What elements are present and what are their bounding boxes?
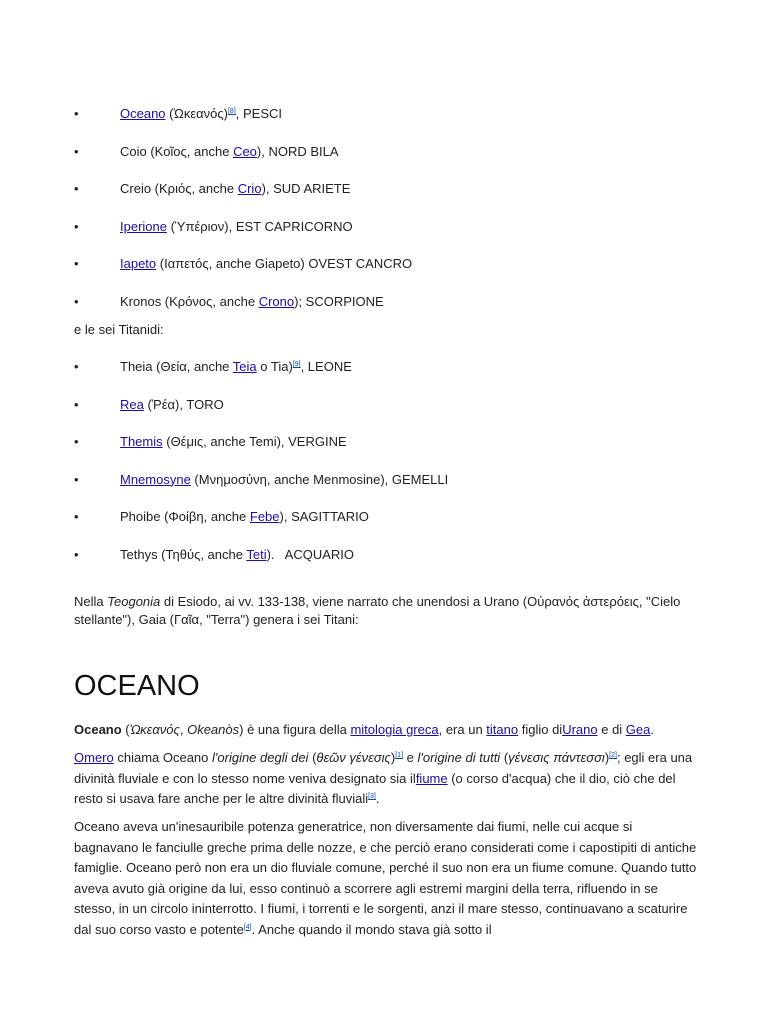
bullet: • (74, 143, 79, 159)
list-item-text: (Ὠκεανός) (165, 106, 228, 121)
list-item-text: ). ACQUARIO (266, 546, 354, 562)
paragraph-3 (74, 817, 698, 940)
text: , (179, 722, 188, 737)
link-febe[interactable]: Febe (249, 509, 280, 524)
ref-link[interactable]: [2] (609, 752, 617, 759)
link-oceano[interactable]: Oceano (120, 106, 166, 121)
list-item-text: Coio (Κοῖος, anche (120, 143, 234, 159)
ref-link[interactable]: [4] (243, 923, 252, 931)
text: e (403, 750, 418, 765)
text: ( (308, 750, 317, 765)
bullet: • (74, 509, 79, 524)
link-titano[interactable]: titano (486, 722, 519, 737)
list-item-text: , LEONE (300, 359, 352, 374)
text: (o corso d'acqua) che il dio, ciò che del resto si usava fare anche per le altre divinità fluviali (74, 770, 676, 806)
link-fiume[interactable]: fiume (415, 770, 448, 786)
link-omero[interactable]: Omero (74, 750, 114, 765)
text: di Esiodo, ai vv. 133-138, viene narrato che unendosi a Urano (Οὐρανός ἀστερόεις, "Cielo stellante"), Gaia (Γαῖα, "Terra") genera i sei Titani: (74, 594, 681, 627)
paragraph-2 (74, 748, 698, 810)
list-item-text: ), SUD ARIETE (261, 181, 351, 196)
ref-link[interactable]: [8] (227, 108, 236, 115)
text: Nella (74, 594, 108, 609)
link-crono[interactable]: Crono (258, 293, 295, 309)
ref-link[interactable]: [9] (292, 361, 301, 368)
link-themis[interactable]: Themis (120, 434, 163, 449)
text: ) (604, 750, 610, 765)
list-item-text: (Θέμις, anche Temi), VERGINE (162, 434, 347, 449)
bullet: • (74, 471, 79, 487)
link-mnemosyne[interactable]: Mnemosyne (120, 471, 191, 487)
bullet: • (74, 106, 79, 121)
ref-link[interactable]: [3] (368, 793, 376, 800)
link-iapeto[interactable]: Iapeto (120, 256, 157, 271)
text: ; egli era una divinità fluviale e con lo stesso nome veniva designato sia il (74, 750, 693, 786)
text: . Anche quando il mondo stava già sotto il (251, 921, 492, 937)
list-item-text: Tethys (Τηθύς, anche (120, 546, 247, 562)
bullet: • (74, 256, 79, 271)
text: . (375, 791, 380, 806)
bullet: • (74, 434, 79, 449)
list-item-text: (Μνημοσύνη, anche Menmosine), GEMELLI (190, 471, 449, 487)
text: ) è una figura della (239, 722, 351, 737)
text: , era un (438, 722, 487, 737)
text: ( (121, 722, 130, 737)
ref-link[interactable]: [1] (395, 752, 404, 759)
list-item-text: Creio (Κριός, anche (120, 181, 238, 196)
text-italic: Teogonia (107, 594, 161, 609)
list-item-text: (Ιαπετός, anche Giapeto) OVEST CANCRO (156, 256, 413, 271)
link-iperione[interactable]: Iperione (120, 218, 167, 234)
list-item-text: ), NORD BILA (256, 143, 339, 159)
text: chiama Oceano (113, 750, 213, 765)
list-item-text: Phoibe (Φοίβη, anche (120, 509, 250, 524)
paragraph-1 (74, 720, 698, 741)
link-gea[interactable]: Gea (625, 722, 651, 737)
bullet: • (74, 293, 79, 309)
bullet: • (74, 546, 79, 562)
text: ( (500, 750, 509, 765)
text: figlio di (518, 722, 563, 737)
bullet: • (74, 359, 79, 374)
text-italic: l'origine di tutti (417, 750, 501, 765)
list-item-text: , PESCI (235, 106, 283, 121)
text: . (650, 722, 654, 737)
titanidi-intro: e le sei Titanidi: (74, 322, 164, 337)
text-italic: θεῶν γένεσις (316, 750, 391, 765)
list-item-text: Theia (Θεία, anche (120, 359, 233, 374)
link-rea[interactable]: Rea (120, 396, 144, 412)
bullet: • (74, 181, 79, 196)
text-italic: Ὠκεανός (129, 722, 180, 737)
text: ) (390, 750, 396, 765)
text-bold: Oceano (74, 722, 122, 737)
text: e di (597, 722, 626, 737)
list-item-text: ); SCORPIONE (294, 293, 384, 309)
text-italic: l'origine degli dei (212, 750, 309, 765)
bullet: • (74, 396, 79, 412)
text-italic: γένεσις πάντεσσι (508, 750, 605, 765)
link-urano[interactable]: Urano (562, 722, 598, 737)
link-teti[interactable]: Teti (246, 546, 267, 562)
intro-paragraph (74, 593, 694, 629)
link-mitologia-greca[interactable]: mitologia greca (350, 722, 439, 737)
link-ceo[interactable]: Ceo (233, 143, 257, 159)
list-item-text: (Ὑπέριον), EST CAPRICORNO (166, 218, 353, 234)
link-crio[interactable]: Crio (237, 181, 262, 196)
list-item-text: ), SAGITTARIO (279, 509, 369, 524)
bullet: • (74, 218, 79, 234)
list-item-text: (Ῥέα), TORO (143, 396, 224, 412)
text-italic: Okeanòs (187, 722, 240, 737)
section-heading: OCEANO (74, 670, 200, 702)
list-item-text: Kronos (Κρόνος, anche (120, 293, 259, 309)
link-teia[interactable]: Teia (232, 359, 257, 374)
text: Oceano aveva un'inesauribile potenza generatrice, non diversamente dai fiumi, nelle cui acque si bagnavano le fanciulle greche prima delle nozze, e che perciò erano considerati come i capostipiti di antiche famiglie. Oceano però non era un dio fluviale comune, perché il suo non era un fiume comune. Quando tutto aveva avuto già origine da lui, esso continuò a scorrere agli estremi margini della terra, rifluendo in se stesso, in un circolo ininterrotto. I fiumi, i torrenti e le sorgenti, anzi il mare stesso, continuavano a scaturire dal suo corso vasto e potente (74, 819, 697, 937)
list-item-text: o Tia) (256, 359, 293, 374)
